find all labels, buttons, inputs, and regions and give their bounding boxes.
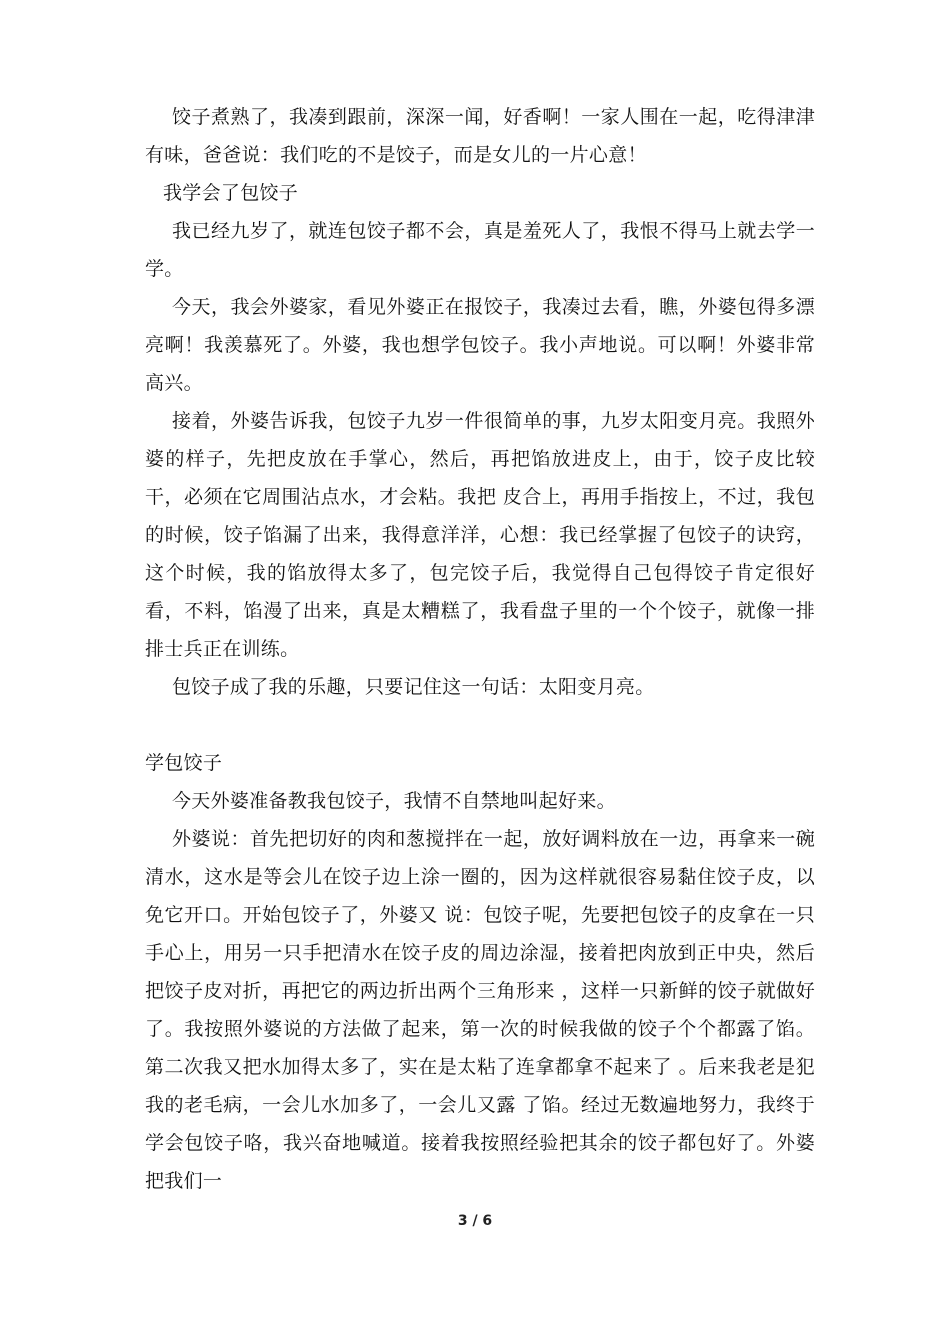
paragraph: 外婆说：首先把切好的肉和葱搅拌在一起，放好调料放在一边，再拿来一碗清水，这水是等会儿在饺子边上涂一圈的，因为这样就很容易黏住饺子皮，以免它开口。开始包饺子了，外婆又 说：包饺子呢，先要把包饺子的皮拿在一只手心上，用另一只手把清水在饺子皮的周边涂湿，接着把肉放到正中央，然后把饺子皮对折，再把它的两边折出两个三角形来 ，这样一只新鲜的饺子就做好 了。我按照外婆说的方法做了起来，第一次的时候我做的饺子个个都露了馅。第二次我又把水加得太多了，实在是太粘了连拿都拿不起来了 。后来我老是犯我的老毛病，一会儿水加多了，一会儿又露 了馅。经过无数遍地努力，我终于学会包饺子咯，我兴奋地喊道。接着我按照经验把其余的饺子都包好了。外婆把我们一 <box>145 828 815 1192</box>
section-title: 我学会了包饺子 <box>163 182 299 204</box>
section-spacer <box>145 706 815 744</box>
paragraph: 我已经九岁了，就连包饺子都不会，真是羞死人了，我恨不得马上就去学一学。 <box>145 220 815 280</box>
paragraph: 接着，外婆告诉我，包饺子九岁一件很简单的事，九岁太阳变月亮。我照外婆的样子，先把皮放在手掌心，然后，再把馅放进皮上，由于，饺子皮比较干，必须在它周围沾点水，才会粘。我把 皮合上，再用手指按上，不过，我包的时候，饺子馅漏了出来，我得意洋洋，心想：我已经掌握了包饺子的诀窍，这个时候，我的馅放得太多了，包完饺子后，我觉得自己包得饺子肯定很好看，不料，馅漫了出来，真是太糟糕了，我看盘子里的一个个饺子，就像一排排士兵正在训练。 <box>145 410 815 660</box>
paragraph: 今天，我会外婆家，看见外婆正在报饺子，我凑过去看，瞧，外婆包得多漂亮啊！我羡慕死了。外婆，我也想学包饺子。我小声地说。可以啊！外婆非常高兴。 <box>145 296 815 394</box>
paragraph: 饺子煮熟了，我凑到跟前，深深一闻，好香啊！一家人围在一起，吃得津津有味，爸爸说：我们吃的不是饺子，而是女儿的一片心意！ <box>145 106 815 166</box>
section-title: 学包饺子 <box>145 752 223 774</box>
paragraph: 包饺子成了我的乐趣，只要记住这一句话：太阳变月亮。 <box>172 676 655 698</box>
document-body <box>145 98 815 1200</box>
paragraph: 今天外婆准备教我包饺子，我情不自禁地叫起好来。 <box>172 790 616 812</box>
page-number: 3 / 6 <box>457 1213 493 1229</box>
